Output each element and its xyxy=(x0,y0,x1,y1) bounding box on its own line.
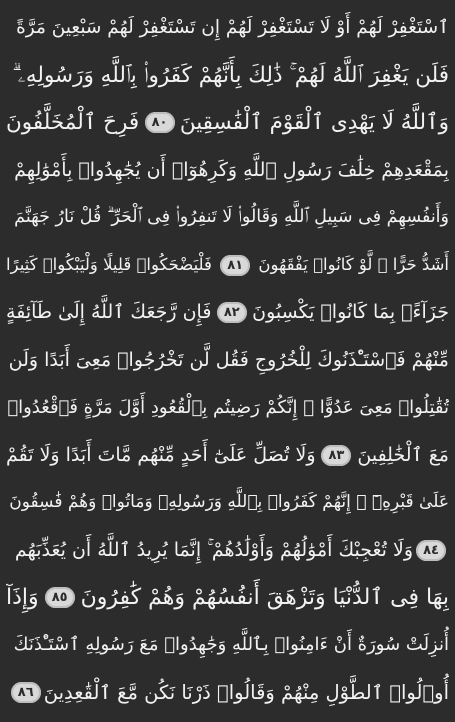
verse-text: بِهَا فِى ٱلدُّنْيَا وَتَزْهَقَ أَنفُسُهُمْ وَهُمْ كَٰفِرُونَ xyxy=(80,584,449,610)
verse-text: مِّنْهُمْ فَٱسْتَـْٔذَنُوكَ لِلْخُرُوجِ فَقُل لَّن تَخْرُجُوا۟ مَعِىَ أَبَدًا وَلَن xyxy=(8,348,449,371)
verse-text: فَلَن يَغْفِرَ ٱللَّهُ لَهُمْ ۚ ذَٰلِكَ بِأَنَّهُمْ كَفَرُوا۟ بِٱللَّهِ وَرَسُولِهِۦ ۗ xyxy=(12,62,449,88)
text-line-12 xyxy=(6,527,449,575)
verse-number-marker: ٨٤ xyxy=(416,540,446,561)
text-line-13 xyxy=(6,574,449,622)
verse-text: جَزَآءًۢ بِمَا كَانُوا۟ يَكْسِبُونَ xyxy=(252,301,449,324)
verse-text: وَلَا تُصَلِّ عَلَىٰٓ أَحَدٍ مِّنْهُم مَّاتَ أَبَدًا وَلَا تَقُمْ xyxy=(6,443,316,466)
text-line-7 xyxy=(6,289,449,337)
verse-text: وَإِذَآ xyxy=(6,584,39,610)
text-line-4 xyxy=(6,147,449,195)
verse-number-marker: ٨٥ xyxy=(45,587,75,608)
verse-text: تُقَٰتِلُوا۟ مَعِىَ عَدُوًّا ۖ إِنَّكُمْ رَضِيتُم بِٱلْقُعُودِ أَوَّلَ مَرَّةٍ فَٱقْعُدُوا۟ xyxy=(7,396,449,418)
text-line-14 xyxy=(6,622,449,670)
verse-text: فَرِحَ ٱلْمُخَلَّفُونَ xyxy=(6,110,140,135)
text-line-5 xyxy=(6,194,449,242)
text-line-2 xyxy=(6,52,449,100)
verse-text: وَأَنفُسِهِمْ فِى سَبِيلِ ٱللَّهِ وَقَالُوا۟ لَا تَنفِرُوا۟ فِى ٱلْحَرِّ ۗ قُلْ نَارُ جَهَنَّمَ xyxy=(14,207,449,227)
verse-number-marker: ٨٣ xyxy=(321,445,351,466)
text-line-8 xyxy=(6,337,449,385)
text-line-11 xyxy=(6,479,449,527)
verse-text: أُو۟لُوا۟ ٱلطَّوْلِ مِنْهُمْ وَقَالُوا۟ ذَرْنَا نَكُن مَّعَ ٱلْقَٰعِدِينَ xyxy=(43,681,449,704)
verse-text: أَشَدُّ حَرًّا ۚ لَّوْ كَانُوا۟ يَفْقَهُونَ xyxy=(258,255,449,274)
verse-text: فَإِن رَّجَعَكَ ٱللَّهُ إِلَىٰ طَآئِفَةٍ xyxy=(6,301,212,324)
verse-text: وَٱللَّهُ لَا يَهْدِى ٱلْقَوْمَ ٱلْفَٰسِقِينَ xyxy=(179,110,449,135)
verse-number-marker: ٨٦ xyxy=(11,682,41,703)
text-line-3 xyxy=(6,99,449,147)
text-line-6 xyxy=(6,242,449,290)
text-line-9 xyxy=(6,384,449,432)
verse-text: أُنزِلَتْ سُورَةٌ أَنْ ءَامِنُوا۟ بِٱللَّهِ وَجَٰهِدُوا۟ مَعَ رَسُولِهِ ٱسْتَـْٔذَنَكَ xyxy=(13,634,449,656)
verse-text: بِمَقْعَدِهِمْ خِلَٰفَ رَسُولِ ٱللَّهِ وَكَرِهُوٓا۟ أَن يُجَٰهِدُوا۟ بِأَمْوَٰلِهِمْ xyxy=(14,158,449,181)
verse-text: فَلْيَضْحَكُوا۟ قَلِيلًا وَلْيَبْكُوا۟ كَثِيرًا xyxy=(6,255,212,274)
verse-text: عَلَىٰ قَبْرِهِۦٓ ۖ إِنَّهُمْ كَفَرُوا۟ بِٱللَّهِ وَرَسُولِهِۦ وَمَاتُوا۟ وَهُمْ فَٰسِقُونَ xyxy=(9,492,449,513)
verse-text: ٱسْتَغْفِرْ لَهُمْ أَوْ لَا تَسْتَغْفِرْ لَهُمْ إِن تَسْتَغْفِرْ لَهُمْ سَبْعِينَ مَرَّةً xyxy=(16,16,449,38)
verse-number-marker: ٨١ xyxy=(220,255,250,276)
verse-text: مَعَ ٱلْخَٰلِفِينَ xyxy=(357,443,449,466)
text-line-10 xyxy=(6,432,449,480)
verse-number-marker: ٨٠ xyxy=(145,112,175,133)
verse-text: وَلَا تُعْجِبْكَ أَمْوَٰلُهُمْ وَأَوْلَٰدُهُمْ ۚ إِنَّمَا يُرِيدُ ٱللَّهُ أَن يُعَذِّبَهُم xyxy=(14,538,413,561)
text-line-1 xyxy=(6,4,449,52)
verse-number-marker: ٨٢ xyxy=(217,302,247,323)
text-line-15 xyxy=(6,669,449,717)
